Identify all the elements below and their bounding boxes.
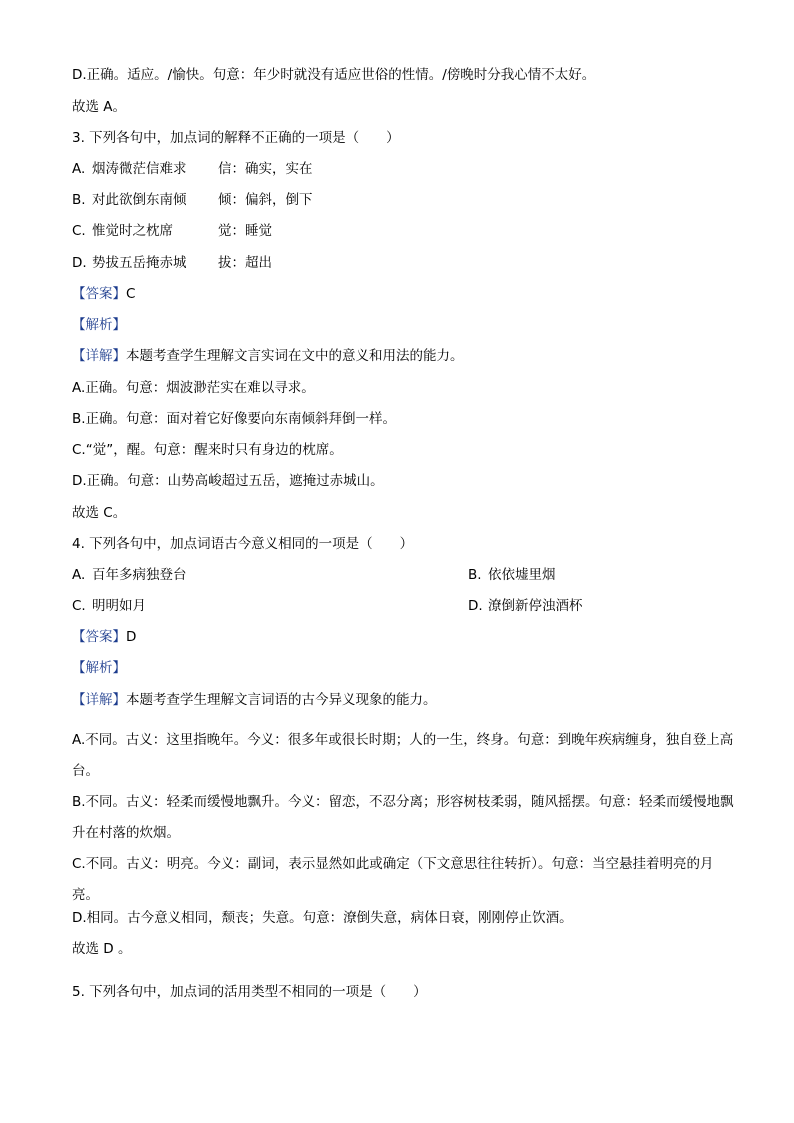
q4-options-row-2 [72, 600, 734, 614]
q3-option-d [72, 257, 734, 271]
q4-answer [72, 631, 734, 645]
analysis-label: 【解析】 [72, 317, 126, 333]
detail-text: 本题考查学生理解文言实词在文中的意义和用法的能力。 [126, 348, 464, 364]
q3-analysis [72, 319, 734, 333]
q3-option-a [72, 163, 734, 177]
q4-option-a [72, 567, 187, 583]
q3-answer [72, 288, 734, 302]
text-line: D.正确。适应。/愉快。句意：年少时就没有适应世俗的性情。/傍晚时分我心情不太好。 [72, 67, 596, 83]
explanation-line: C.“觉”，醒。句意：醒来时只有身边的枕席。 [72, 442, 343, 458]
conclusion-line: 故选 C。 [72, 505, 127, 521]
answer-value: C [126, 286, 136, 302]
option-gloss: 觉：睡觉 [218, 223, 272, 239]
option-letter: B. [468, 567, 482, 583]
option-gloss: 拔：超出 [218, 255, 272, 271]
option-letter: A. [72, 567, 86, 583]
option-letter: C. [72, 223, 86, 239]
answer-value: D [126, 629, 137, 645]
detail-label: 【详解】 [72, 348, 126, 364]
q3-detail [72, 350, 734, 364]
q4-options-row-1 [72, 569, 734, 583]
answer-label: 【答案】 [72, 286, 126, 302]
detail-label: 【详解】 [72, 692, 126, 708]
option-text: 潦倒新停浊酒杯 [488, 598, 583, 614]
detail-text: 本题考查学生理解文言词语的古今异义现象的能力。 [126, 692, 437, 708]
option-text: 惟觉时之枕席 [92, 223, 173, 239]
text-line: 故选 A。 [72, 99, 127, 115]
analysis-label: 【解析】 [72, 660, 126, 676]
explanation-line: D.正确。句意：山势高峻超过五岳，遮掩过赤城山。 [72, 473, 384, 489]
answer-label: 【答案】 [72, 629, 126, 645]
question-3-stem: 3. 下列各句中，加点词的解释不正确的一项是（ ） [72, 130, 400, 146]
q4-detail [72, 694, 734, 708]
q3-option-b [72, 194, 734, 208]
option-gloss: 倾：偏斜，倒下 [218, 192, 313, 208]
option-text: 烟涛微茫信难求 [92, 161, 187, 177]
explanation-line: A.正确。句意：烟波渺茫实在难以寻求。 [72, 380, 315, 396]
q4-option-c [72, 598, 146, 614]
explanation-paragraph: B.不同。古义：轻柔而缓慢地飘升。今义：留恋，不忍分离；形容树枝柔弱，随风摇摆。句意：轻柔而缓慢地飘升在村落的炊烟。 [72, 794, 734, 841]
conclusion-line: 故选 D 。 [72, 941, 132, 957]
q4-option-d [468, 600, 583, 614]
option-text: 依依墟里烟 [488, 567, 556, 583]
option-text: 百年多病独登台 [92, 567, 187, 583]
option-letter: D. [72, 255, 87, 271]
option-letter: B. [72, 192, 86, 208]
q4-analysis [72, 662, 734, 676]
option-text: 对此欲倒东南倾 [92, 192, 187, 208]
explanation-paragraph: D.相同。古今意义相同，颓丧；失意。句意：潦倒失意，病体日衰，刚刚停止饮酒。 [72, 910, 573, 926]
q4-option-b [468, 569, 556, 583]
option-text: 明明如月 [92, 598, 146, 614]
q3-option-c [72, 225, 734, 239]
question-4-stem: 4. 下列各句中，加点词语古今意义相同的一项是（ ） [72, 536, 414, 552]
option-letter: C. [72, 598, 86, 614]
option-letter: A. [72, 161, 86, 177]
explanation-paragraph: A.不同。古义：这里指晚年。今义：很多年或很长时期；人的一生，终身。句意：到晚年疾病缠身，独自登上高台。 [72, 732, 734, 779]
option-letter: D. [468, 598, 483, 614]
explanation-paragraph: C.不同。古义：明亮。今义：副词，表示显然如此或确定（下文意思往往转折）。句意：当空悬挂着明亮的月亮。 [72, 856, 714, 903]
option-text: 势拔五岳掩赤城 [92, 255, 187, 271]
question-5-stem: 5. 下列各句中，加点词的活用类型不相同的一项是（ ） [72, 984, 427, 1000]
explanation-line: B.正确。句意：面对着它好像要向东南倾斜拜倒一样。 [72, 411, 397, 427]
option-gloss: 信：确实，实在 [218, 161, 313, 177]
